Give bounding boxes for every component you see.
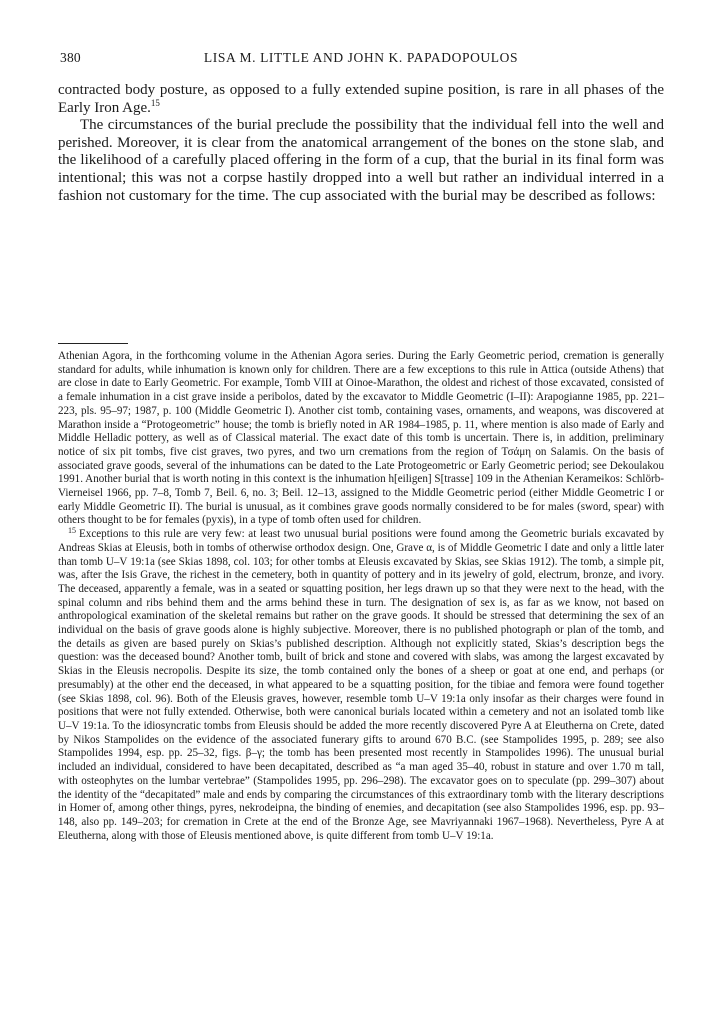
- footnote-divider: [58, 343, 128, 344]
- paragraph-1-text: contracted body posture, as opposed to a fully extended supine position, is rare in all phases of the Early Iron Age.: [58, 82, 664, 116]
- page: [58, 50, 664, 205]
- footnotes: [58, 350, 664, 843]
- running-head: LISA M. LITTLE AND JOHN K. PAPADOPOULOS: [203, 50, 519, 65]
- footnote-15-number: 15: [68, 526, 76, 536]
- paragraph-2: The circumstances of the burial preclude the possibility that the individual fell into the well and perished. Moreover, it is clear from the anatomical arrangement of the bones on the stone slab, and the likelihood of a carefully placed offering in the form of a cup, that the burial in its final form was intentional; this was not a corpse hastily dropped into a well but rather an individual interred in a fashion not customary for the time. The cup associated with the burial may be described as follows:: [58, 117, 664, 204]
- paragraph-1: [58, 82, 664, 117]
- footnote-15: [58, 528, 664, 843]
- body-text: [58, 82, 664, 205]
- footnote-15-text: Exceptions to this rule are very few: at least two unusual burial positions were found among the Geometric burials excavated by Andreas Skias at Eleusis, both in tombs of otherwise orthodox design. One, Grave α, is of Middle Geometric I date and only a little later than tomb U–V 19:1a (see Skias 1898, col. 103; for other tombs at Eleusis excavated by Skias, see Skias 1912). The tomb, a simple pit, was, after the Isis Grave, the richest in the cemetery, both in quantity of pottery and in its jewelry of gold, electrum, bronze, and ivory. The deceased, apparently a female, was in a seated or squatting position, her legs drawn up so that they were next to the head, with the spinal column and ribs behind them and the arms behind these in turn. The designation of sex is, as far as we know, not based on anthropological examination of the skeletal remains but rather on the grave goods. It should be stressed that determining the sex of an individual on the basis of grave goods alone is highly subjective. Moreover, there is no published photograph or plan of the tomb, and the details as given are based purely on Skias’s published description. Although not explicitly stated, Skias’s description begs the question: was the deceased bound? Another tomb, built of brick and stone and covered with slabs, was among the largest excavated by Skias in the Eleusis necropolis. Despite its size, the tomb contained only the bones of a sheep or goat at one end, and perhaps (or presumably) at the other end the deceased, in what appeared to be a squatting position, for the tibiae and femora were found together (see Skias 1898, col. 96). Both of the Eleusis graves, however, resemble tomb U–V 19:1a only insofar as their charges were found in positions that were not fully extended. Otherwise, both were canonical burials located within a cemetery and not an isolated tomb like U–V 19:1a. To the idiosyncratic tombs from Eleusis should be added the more recently discovered Pyre A at Eleutherna on Crete, dated by Nikos Stampolides on the evidence of the associated funerary gifts to around 670 B.C. (see Stampolides 1995, p. 289; see also Stampolides 1994, esp. pp. 25–32, figs. β–γ; the tomb has been presented most recently in Stampolides 1996). The unusual burial included an individual, considered to have been decapitated, described as “a man aged 35–40, robust in stature and over 1.70 m tall, with osteophytes on the lumbar vertebrae” (Stampolides 1995, pp. 296–298). The excavator goes on to speculate (pp. 299–307) about the identity of the “decapitated” male and ends by comparing the circumstances of this extraordinary tomb with the literary descriptions in Homer of, among other things, pyres, nekrodeipna, the binding of enemies, and decapitation (see also Stampolides 1996, esp. pp. 93–148, also pp. 149–203; for cremation in Crete at the end of the Bronze Age, see Mavriyannaki 1967–1968). Nevertheless, Pyre A at Eleutherna, along with those of Eleusis mentioned above, is quite different from tomb U–V 19:1a.: [58, 528, 664, 842]
- footnote-ref-15[interactable]: 15: [150, 97, 160, 108]
- page-number: 380: [60, 50, 81, 65]
- page-header: [58, 50, 664, 70]
- footnote-14-continuation: Athenian Agora, in the forthcoming volume in the Athenian Agora series. During the Early Geometric period, cremation is generally standard for adults, while inhumation is known only for children. There are a few exceptions to this rule in Attica (outside Athens) that are close in date to Early Geometric. For example, Tomb VIII at Oinoe-Marathon, the oldest and richest of those excavated, consisted of a female inhumation in a cist grave inside a peribolos, dated by the excavator to Middle Geometric (I–II): Arapogianne 1985, pp. 221–223, pls. 95–97; 1987, p. 100 (Middle Geometric I). Another cist tomb, containing vases, ornaments, and weapons, was discovered at Marathon inside a “Protogeometric” house; the tomb is briefly noted in AR 1984–1985, p. 11, where mention is also made of Early and Middle Helladic pottery, as well as of Classical material. The exact date of this tomb is uncertain. There is, in addition, preliminary notice of six pit tombs, five cist graves, two pyres, and two urn cremations from the region of Τσάμη on Salamis. On the basis of associated grave goods, several of the inhumations can be dated to the Late Protogeometric or Early Geometric period; see Dekoulakou 1991. Another burial that is worth noting in this context is the inhumation h[eiligen] S[trasse] 109 in the Athenian Kerameikos: Schlörb-Vierneisel 1966, pp. 7–8, Tomb 7, Beil. 6, no. 3; Beil. 12–13, assigned to the Middle Geometric period (either Middle Geometric I or early Middle Geometric II). The burial is unusual, as it combines grave goods normally considered to be for males (sword, spear) with others thought to be for females (pyxis), in a type of tomb often used for children.: [58, 350, 664, 527]
